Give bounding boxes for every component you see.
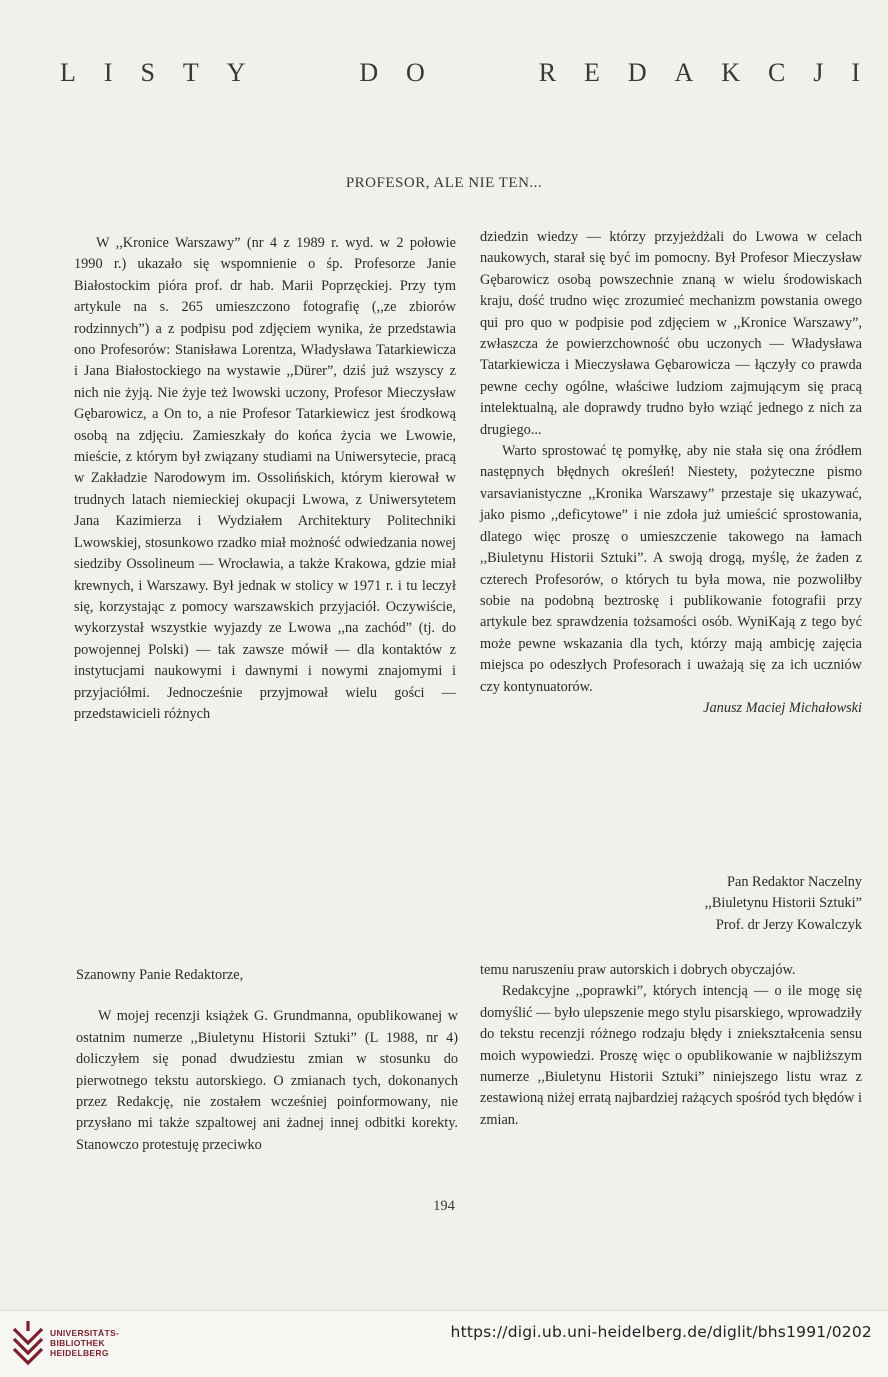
- letter-address: [562, 872, 862, 936]
- header-letter: S: [140, 58, 155, 87]
- address-line: ,,Biuletynu Historii Sztuki”: [704, 895, 862, 912]
- section-header: [60, 58, 860, 88]
- header-letter: J: [813, 58, 824, 87]
- address-line: Pan Redaktor Naczelny: [727, 874, 862, 890]
- header-letter: C: [767, 58, 786, 87]
- article1-left-column: [74, 233, 456, 725]
- page-number: 194: [433, 1198, 455, 1214]
- article-title: PROFESOR, ALE NIE TEN...: [345, 175, 543, 191]
- header-letter: O: [406, 58, 425, 87]
- header-letter: I: [103, 58, 113, 87]
- header-letter: L: [60, 58, 76, 87]
- header-letter: T: [182, 58, 199, 87]
- header-letter: R: [538, 58, 557, 87]
- header-letter: D: [627, 58, 647, 87]
- article2-left-column: [76, 965, 458, 1156]
- library-name-line: HEIDELBERG: [50, 1348, 109, 1358]
- library-name: [50, 1328, 119, 1358]
- viewer-footer: [0, 1310, 888, 1377]
- article2-right-column: [480, 960, 862, 1131]
- library-logo-icon: [10, 1317, 46, 1367]
- letter-greeting: Szanowny Panie Redaktorze,: [76, 967, 244, 983]
- permalink-url[interactable]: https://digi.ub.uni-heidelberg.de/diglit/bhs1991/0202: [450, 1323, 872, 1341]
- article2-paragraph: W mojej recenzji książek G. Grundmanna, opublikowanej w ostatnim numerze ,,Biuletynu Historii Sztuki” (L 1988, nr 4) doliczyłem się ponad dwudziestu zmian w stosunku do pierwotnego tekstu autorskiego. O zmianach tych, dokonanych przez Redakcję, nie zostałem wcześniej poinformowany, nie przysłano mi także szpaltowej ani żadnej innej odbitki korekty. Stanowczo protestuję przeciwko: [76, 1008, 458, 1153]
- header-letter: K: [721, 58, 741, 87]
- header-letter: D: [359, 58, 379, 87]
- article2-paragraph: temu naruszeniu praw autorskich i dobrych obyczajów.: [480, 962, 796, 978]
- header-letter: Y: [226, 58, 246, 87]
- author-signature: Janusz Maciej Michałowski: [703, 699, 862, 716]
- header-letter: I: [851, 58, 860, 87]
- header-letter: E: [583, 58, 600, 87]
- article1-paragraph: W ,,Kronice Warszawy” (nr 4 z 1989 r. wyd. w 2 połowie 1990 r.) ukazało się wspomnienie o śp. Profesorze Janie Białostockim pióra prof. dr hab. Marii Poprzęckiej. Przy tym artykule na s. 265 umieszczono fotografię (,,ze zbiorów rodzinnych”) a z podpisu pod zdjęciem wynika, że przedstawia ono Profesorów: Stanisława Lorentza, Władysława Tatarkiewicza i Jana Białostockiego na wystawie ,,Dürer”, dziś już wszyscy z nich nie żyją. Nie żyje też lwowski uczony, Profesor Mieczysław Gębarowicz, a On to, a nie Profesor Tatarkiewicz jest środkową osobą na zdjęciu. Zamieszkały do końca życia we Lwowie, mieście, z którym był związany studiami na Uniwersytecie, pracą w Zakładzie Narodowym im. Ossolińskich, którym kierował w trudnych latach niemieckiej okupacji Lwowa, z Uniwersytetem Jana Kazimierza i Wydziałem Architektury Politechniki Lwowskiej, stosunkowo rzadko miał możność odwiedzania nowej siedziby Ossolineum — Wrocławia, a także Krakowa, gdzie miał krewnych, i Warszawy. Był jednak w stolicy w 1971 r. i tu leczył się, korzystając z pomocy warszawskich przyjaciół. Oczywiście, wykorzystał wszystkie wyjazdy ze Lwowa ,,na zachód” (tj. do powojennej Polski) — tak zawsze mówił — dla kontaktów z instytucjami naukowymi i dawnymi i nowymi znajomymi i przyjaciółmi. Jednocześnie przyjmował wielu gości — przedstawicieli różnych: [74, 235, 456, 722]
- library-name-line: BIBLIOTHEK: [50, 1338, 105, 1348]
- address-line: Prof. dr Jerzy Kowalczyk: [715, 916, 862, 933]
- article1-paragraph: dziedzin wiedzy — którzy przyjeżdżali do Lwowa w celach naukowych, starał się być im pomocny. Był Profesor Mieczysław Gębarowicz osobą powszechnie znaną w wielu środowiskach kraju, dość trudno więc zrozumieć mechanizm powstania owego qui pro quo w podpisie pod zdjęciem w ,,Kronice Warszawy”, zwłaszcza że powierzchowność obu uczonych — Władysława Tatarkiewicza i Mieczysława Gębarowicza — łączyły co prawda pewne cechy ogólne, właściwe ludziom zajmującym się pracą intelektualną, ale doprawdy trudno było wziąć jednego z nich za drugiego...: [480, 229, 862, 438]
- article1-right-column: [480, 227, 862, 719]
- article2-paragraph: Redakcyjne ,,poprawki”, których intencją — o ile mogę się domyślić — było ulepszenie mego stylu pisarskiego, wprowadziły do tekstu recenzji różnego rodzaju błędy i zniekształcenia sensu moich wypowiedzi. Proszę więc o opublikowanie w najbliższym numerze ,,Biuletynu Historii Sztuki” niniejszego listu wraz z zestawioną niżej erratą najbardziej rażących spośród tych błędów i zmian.: [480, 983, 862, 1128]
- library-name-line: UNIVERSITÄTS-: [50, 1328, 120, 1338]
- header-letter: A: [674, 58, 694, 87]
- article1-paragraph: Warto sprostować tę pomyłkę, aby nie stała się ona źródłem następnych błędnych określeń! Niestety, pożyteczne pismo varsavianistyczne ,,Kronika Warszawy” przestaje się ukazywać, jako pismo ,,deficytowe” i nie zdoła już umieścić sprostowania, dlatego więc proszę o umieszczenie takowego na łamach ,,Biuletynu Historii Sztuki”. A swoją drogą, myślę, że żaden z czterech Profesorów, o których tu była mowa, nie pozwoliłby sobie na podobną beztroskę i publikowanie fotografii przy artykule bez sprawdzenia tożsamości osób. WyniKają z tego być może pewne wskazania dla tych, którzy mają ambicję zajęcia miejsca po odeszłych Profesorach i uważają się za ich uczniów czy kontynuatorów.: [480, 443, 862, 695]
